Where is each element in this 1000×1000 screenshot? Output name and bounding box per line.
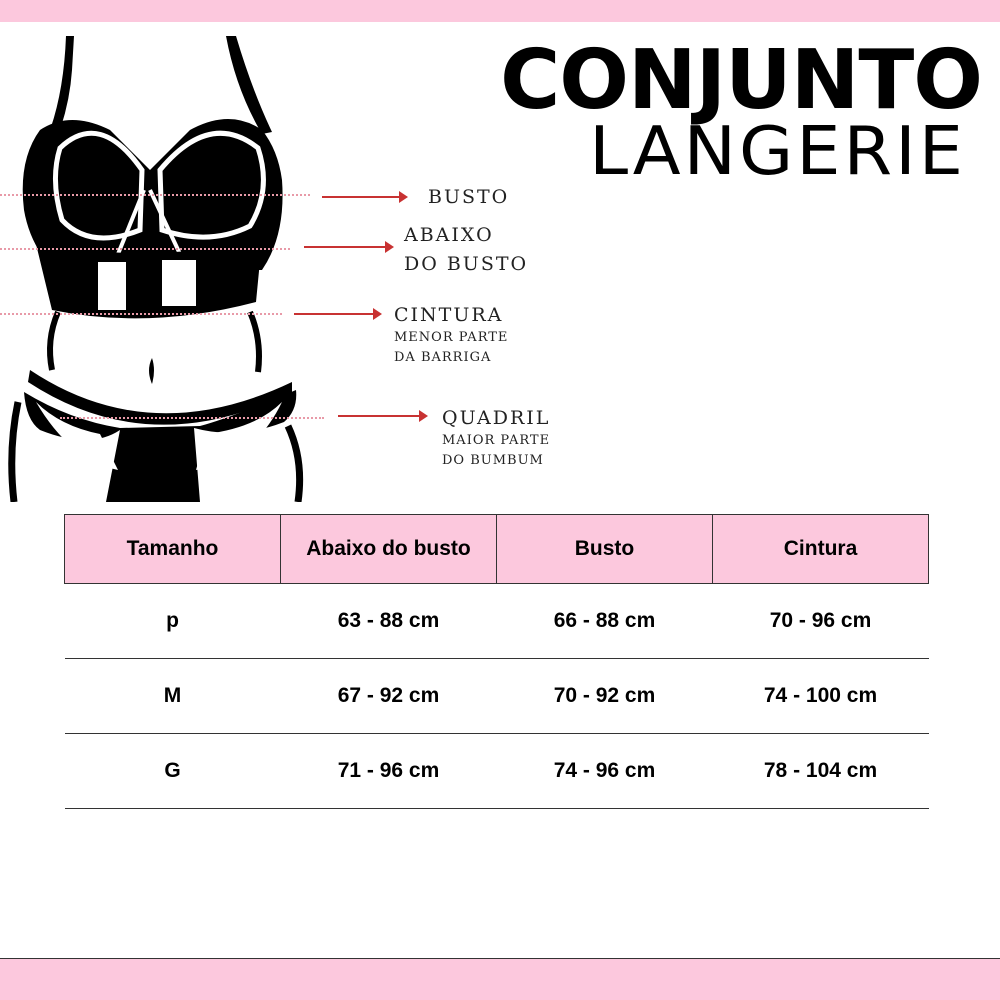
cell-abaixo-busto: 63 - 88 cm bbox=[281, 584, 497, 659]
cintura-guide-line bbox=[0, 313, 282, 315]
cell-cintura: 74 - 100 cm bbox=[713, 659, 929, 734]
header-busto: Busto bbox=[497, 515, 713, 584]
label-cintura: CINTURA bbox=[394, 304, 504, 326]
lingerie-body-illustration bbox=[0, 30, 320, 502]
table-row bbox=[65, 584, 929, 659]
sublabel-do-bumbum: DO BUMBUM bbox=[442, 453, 544, 468]
top-pink-band bbox=[0, 0, 1000, 22]
sublabel-menor-parte: MENOR PARTE bbox=[394, 330, 509, 345]
table-row bbox=[65, 734, 929, 809]
cintura-arrow bbox=[294, 313, 380, 315]
cell-cintura: 78 - 104 cm bbox=[713, 734, 929, 809]
sublabel-da-barriga: DA BARRIGA bbox=[394, 350, 492, 365]
busto-guide-line bbox=[0, 194, 310, 196]
label-busto: BUSTO bbox=[428, 186, 510, 208]
abaixo-busto-guide-line bbox=[0, 248, 290, 250]
cell-size: M bbox=[65, 659, 281, 734]
cell-abaixo-busto: 67 - 92 cm bbox=[281, 659, 497, 734]
table-row bbox=[65, 659, 929, 734]
label-abaixo: ABAIXO bbox=[404, 224, 494, 246]
size-chart-table bbox=[64, 514, 929, 809]
cell-cintura: 70 - 96 cm bbox=[713, 584, 929, 659]
bottom-pink-band bbox=[0, 958, 1000, 1000]
title-langerie: LANGERIE bbox=[589, 112, 966, 190]
quadril-arrow bbox=[338, 415, 426, 417]
table-header-row bbox=[65, 515, 929, 584]
quadril-guide-line bbox=[60, 417, 324, 419]
header-tamanho: Tamanho bbox=[65, 515, 281, 584]
cell-busto: 66 - 88 cm bbox=[497, 584, 713, 659]
header-cintura: Cintura bbox=[713, 515, 929, 584]
cell-busto: 70 - 92 cm bbox=[497, 659, 713, 734]
label-do-busto: DO BUSTO bbox=[404, 253, 529, 275]
cell-size: G bbox=[65, 734, 281, 809]
sublabel-maior-parte: MAIOR PARTE bbox=[442, 433, 551, 448]
header-abaixo-do-busto: Abaixo do busto bbox=[281, 515, 497, 584]
cell-abaixo-busto: 71 - 96 cm bbox=[281, 734, 497, 809]
abaixo-busto-arrow bbox=[304, 246, 392, 248]
busto-arrow bbox=[322, 196, 406, 198]
cell-busto: 74 - 96 cm bbox=[497, 734, 713, 809]
label-quadril: QUADRIL bbox=[442, 407, 551, 429]
title-conjunto: CONJUNTO bbox=[500, 33, 982, 128]
cell-size: p bbox=[65, 584, 281, 659]
